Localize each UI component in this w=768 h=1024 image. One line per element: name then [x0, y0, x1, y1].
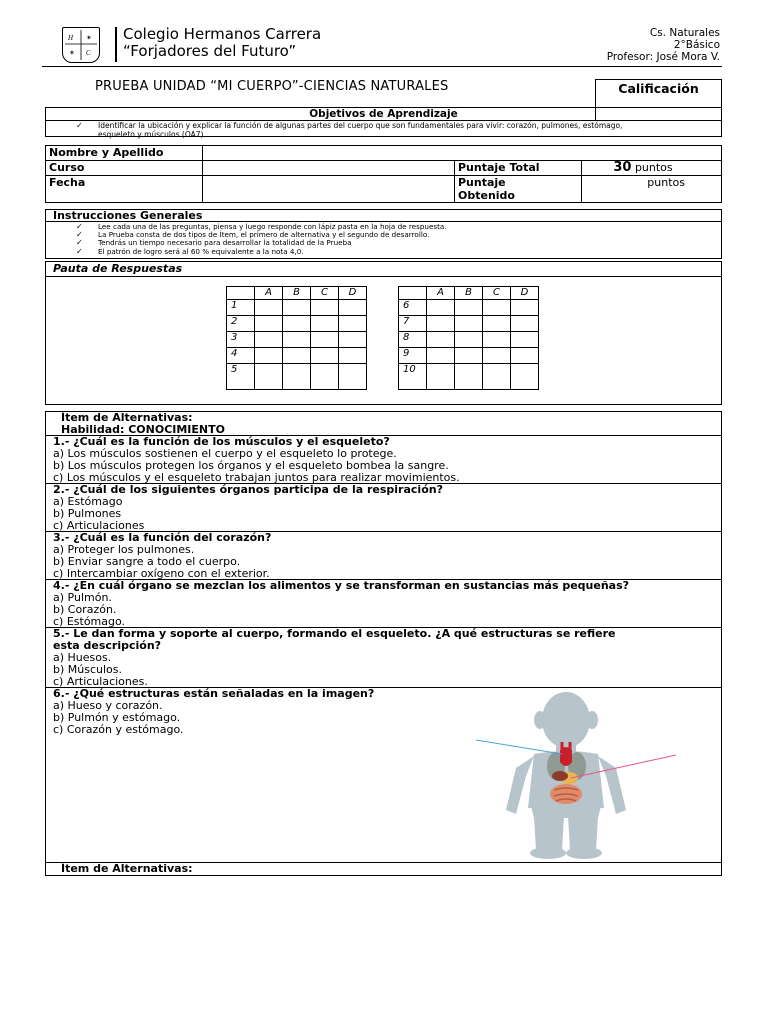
- grid-col-header: D: [511, 287, 539, 300]
- answer-cell[interactable]: [255, 300, 283, 316]
- grid-row-number: 4: [227, 348, 255, 364]
- answer-cell[interactable]: [283, 316, 311, 332]
- name-label: Nombre y Apellido: [46, 146, 203, 161]
- course-label: Curso: [46, 161, 203, 176]
- grid-col-header: A: [427, 287, 455, 300]
- section-title: Ítem de Alternativas:: [61, 411, 193, 424]
- answer-cell[interactable]: [311, 348, 339, 364]
- obtained-unit: puntos: [647, 176, 685, 189]
- option[interactable]: a) Hueso y corazón.: [53, 699, 163, 712]
- answer-cell[interactable]: [511, 332, 539, 348]
- answer-cell[interactable]: [483, 348, 511, 364]
- grid-col-header: C: [483, 287, 511, 300]
- instruction-item: ✓ El patrón de logro será al 60 % equivalente a la nota 4,0.: [76, 246, 304, 256]
- option[interactable]: a) Estómago: [53, 495, 123, 508]
- answer-cell[interactable]: [455, 300, 483, 316]
- answer-cell[interactable]: [255, 348, 283, 364]
- answer-key-box: [45, 261, 722, 405]
- school-motto: “Forjadores del Futuro”: [123, 42, 297, 60]
- grid-row-number: 1: [227, 300, 255, 316]
- instruction-item: ✓ Tendrás un tiempo necesario para desarrollar la totalidad de la Prueba: [76, 238, 352, 248]
- answer-cell[interactable]: [339, 300, 367, 316]
- header-rule: [42, 66, 722, 67]
- answer-cell[interactable]: [427, 316, 455, 332]
- answer-cell[interactable]: [455, 364, 483, 390]
- check-icon: ✓: [76, 238, 83, 248]
- check-icon: ✓: [76, 121, 83, 130]
- option[interactable]: b) Los músculos protegen los órganos y el esqueleto bombea la sangre.: [53, 459, 449, 472]
- answer-cell[interactable]: [427, 348, 455, 364]
- grid-row-number: 3: [227, 332, 255, 348]
- grid-corner: [399, 287, 427, 300]
- answer-cell[interactable]: [511, 364, 539, 390]
- answer-cell[interactable]: [283, 348, 311, 364]
- answer-cell[interactable]: [339, 316, 367, 332]
- organs: [547, 742, 586, 804]
- grid-row-number: 6: [399, 300, 427, 316]
- answer-grid-left: [226, 286, 367, 390]
- teacher: Profesor: José Mora V.: [606, 51, 720, 63]
- grid-col-header: B: [283, 287, 311, 300]
- exam-title: PRUEBA UNIDAD “MI CUERPO”-CIENCIAS NATURALES: [95, 79, 449, 94]
- question-5: 5.- Le dan forma y soporte al cuerpo, formando el esqueleto. ¿A qué estructuras se refiere esta descripción? a) Huesos. b) Músculos. c) Articulaciones.: [46, 628, 721, 688]
- student-info-table: [45, 145, 722, 203]
- answer-cell[interactable]: [483, 300, 511, 316]
- objectives-box: [45, 107, 722, 137]
- course-meta: [607, 27, 720, 63]
- instructions-heading: Instrucciones Generales: [46, 210, 721, 222]
- total-score-unit: puntos: [634, 161, 673, 174]
- date-field[interactable]: [203, 176, 455, 203]
- header-divider: [115, 27, 117, 62]
- objectives-heading: Objetivos de Aprendizaje: [46, 108, 721, 121]
- answer-cell[interactable]: [255, 316, 283, 332]
- course-field[interactable]: [203, 161, 455, 176]
- option[interactable]: c) Articulaciones: [53, 519, 145, 532]
- section-header: [46, 412, 721, 436]
- answer-cell[interactable]: [483, 332, 511, 348]
- total-score-cell: [582, 161, 722, 176]
- option[interactable]: c) Articulaciones.: [53, 675, 148, 688]
- grid-row-number: 2: [227, 316, 255, 332]
- grid-row-number: 9: [399, 348, 427, 364]
- answer-cell[interactable]: [511, 316, 539, 332]
- answer-cell[interactable]: [483, 364, 511, 390]
- obtained-label: Puntaje Obtenido: [455, 176, 582, 203]
- answer-cell[interactable]: [283, 364, 311, 390]
- logo-letter-h: H: [68, 34, 74, 42]
- option[interactable]: c) Intercambiar oxígeno con el exterior.: [53, 567, 270, 580]
- name-field[interactable]: [203, 146, 722, 161]
- option[interactable]: b) Enviar sangre a todo el cuerpo.: [53, 555, 241, 568]
- grid-col-header: D: [339, 287, 367, 300]
- human-body-illustration: [476, 690, 676, 860]
- obtained-score-cell[interactable]: [582, 176, 722, 203]
- question-4: 4.- ¿En cuál órgano se mezclan los alimentos y se transforman en sustancias más pequeñas? a) Pulmón. b) Corazón. c) Estómago.: [46, 580, 721, 628]
- answer-cell[interactable]: [339, 348, 367, 364]
- question-2: 2.- ¿Cuál de los siguientes órganos participa de la respiración? a) Estómago b) Pulmones c) Articulaciones: [46, 484, 721, 532]
- question-6: 6.- ¿Qué estructuras están señaladas en la imagen? a) Hueso y corazón. b) Pulmón y estómago. c) Corazón y estómago.: [46, 688, 721, 863]
- instruction-item: ✓ Lee cada una de las preguntas, piensa y luego responde con lápiz pasta en la hoja de respuesta.: [76, 222, 447, 231]
- option[interactable]: a) Los músculos sostienen el cuerpo y el esqueleto lo protege.: [53, 447, 397, 460]
- grade-level: 2°Básico: [673, 39, 720, 51]
- logo-letter-c: C: [86, 49, 91, 57]
- grid-corner: [227, 287, 255, 300]
- answer-cell[interactable]: [311, 300, 339, 316]
- grid-col-header: C: [311, 287, 339, 300]
- logo-star-top: ✶: [86, 34, 92, 42]
- school-logo: [62, 27, 100, 63]
- option[interactable]: b) Pulmones: [53, 507, 122, 520]
- option[interactable]: b) Corazón.: [53, 603, 117, 616]
- answer-cell[interactable]: [455, 348, 483, 364]
- footer-section: [46, 863, 721, 877]
- answer-cell[interactable]: [339, 332, 367, 348]
- answer-cell[interactable]: [511, 348, 539, 364]
- check-icon: ✓: [76, 246, 83, 256]
- option[interactable]: a) Pulmón.: [53, 591, 112, 604]
- questions-box: [45, 411, 722, 876]
- question-3: 3.- ¿Cuál es la función del corazón? a) Proteger los pulmones. b) Enviar sangre a todo el cuerpo. c) Intercambiar oxígeno con el exterior.: [46, 532, 721, 580]
- grid-col-header: B: [455, 287, 483, 300]
- answer-cell[interactable]: [255, 364, 283, 390]
- option[interactable]: c) Corazón y estómago.: [53, 723, 184, 736]
- answer-cell[interactable]: [311, 316, 339, 332]
- grade-label: Calificación: [618, 81, 699, 96]
- answer-cell[interactable]: [255, 332, 283, 348]
- skill-label: Habilidad: CONOCIMIENTO: [61, 423, 225, 436]
- objectives-text: ✓ Identificar la ubicación y explicar la función de algunas partes del cuerpo que son fundamentales para vivir: corazón, pulmones, estómago, esqueleto y músculos.(OA7): [76, 121, 623, 139]
- option[interactable]: c) Estómago.: [53, 615, 126, 628]
- answer-cell[interactable]: [311, 364, 339, 390]
- check-icon: ✓: [76, 230, 83, 240]
- total-score-label: Puntaje Total: [455, 161, 582, 176]
- answer-cell[interactable]: [455, 332, 483, 348]
- answer-grid-right: [398, 286, 539, 390]
- answer-cell[interactable]: [311, 332, 339, 348]
- instruction-item: ✓ La Prueba consta de dos tipos de Ítem, el primero de alternativa y el segundo de desarrollo.: [76, 230, 430, 240]
- answer-cell[interactable]: [283, 300, 311, 316]
- option[interactable]: c) Los músculos y el esqueleto trabajan juntos para realizar movimientos.: [53, 471, 460, 484]
- answer-cell[interactable]: [283, 332, 311, 348]
- option[interactable]: a) Proteger los pulmones.: [53, 543, 195, 556]
- logo-star-bottom: ✶: [69, 49, 75, 57]
- grid-row-number: 7: [399, 316, 427, 332]
- option[interactable]: b) Músculos.: [53, 663, 122, 676]
- school-name: Colegio Hermanos Carrera: [123, 25, 322, 43]
- answer-cell[interactable]: [339, 364, 367, 390]
- check-icon: ✓: [76, 222, 83, 231]
- answer-cell[interactable]: [511, 300, 539, 316]
- total-score-value: 30: [613, 160, 632, 175]
- subject: Cs. Naturales: [649, 27, 720, 39]
- answer-cell[interactable]: [427, 300, 455, 316]
- grid-row-number: 5: [227, 364, 255, 390]
- date-label: Fecha: [46, 176, 203, 203]
- school-block: [123, 26, 321, 60]
- option[interactable]: b) Pulmón y estómago.: [53, 711, 181, 724]
- answer-cell[interactable]: [427, 364, 455, 390]
- grid-col-header: A: [255, 287, 283, 300]
- grid-row-number: 10: [399, 364, 427, 390]
- question-1: 1.- ¿Cuál es la función de los músculos y el esqueleto? a) Los músculos sostienen el cuerpo y el esqueleto lo protege. b) Los músculos protegen los órganos y el esqueleto bombea la sangre. c) Los músculos y el esqueleto trabajan juntos para realizar movimientos.: [46, 436, 721, 484]
- footer-section-title: Ítem de Alternativas:: [61, 862, 193, 875]
- instructions-box: [45, 209, 722, 259]
- answer-key-heading: Pauta de Respuestas: [46, 262, 721, 277]
- answer-cell[interactable]: [483, 316, 511, 332]
- answer-cell[interactable]: [427, 332, 455, 348]
- option[interactable]: a) Huesos.: [53, 651, 112, 664]
- answer-cell[interactable]: [455, 316, 483, 332]
- grid-row-number: 8: [399, 332, 427, 348]
